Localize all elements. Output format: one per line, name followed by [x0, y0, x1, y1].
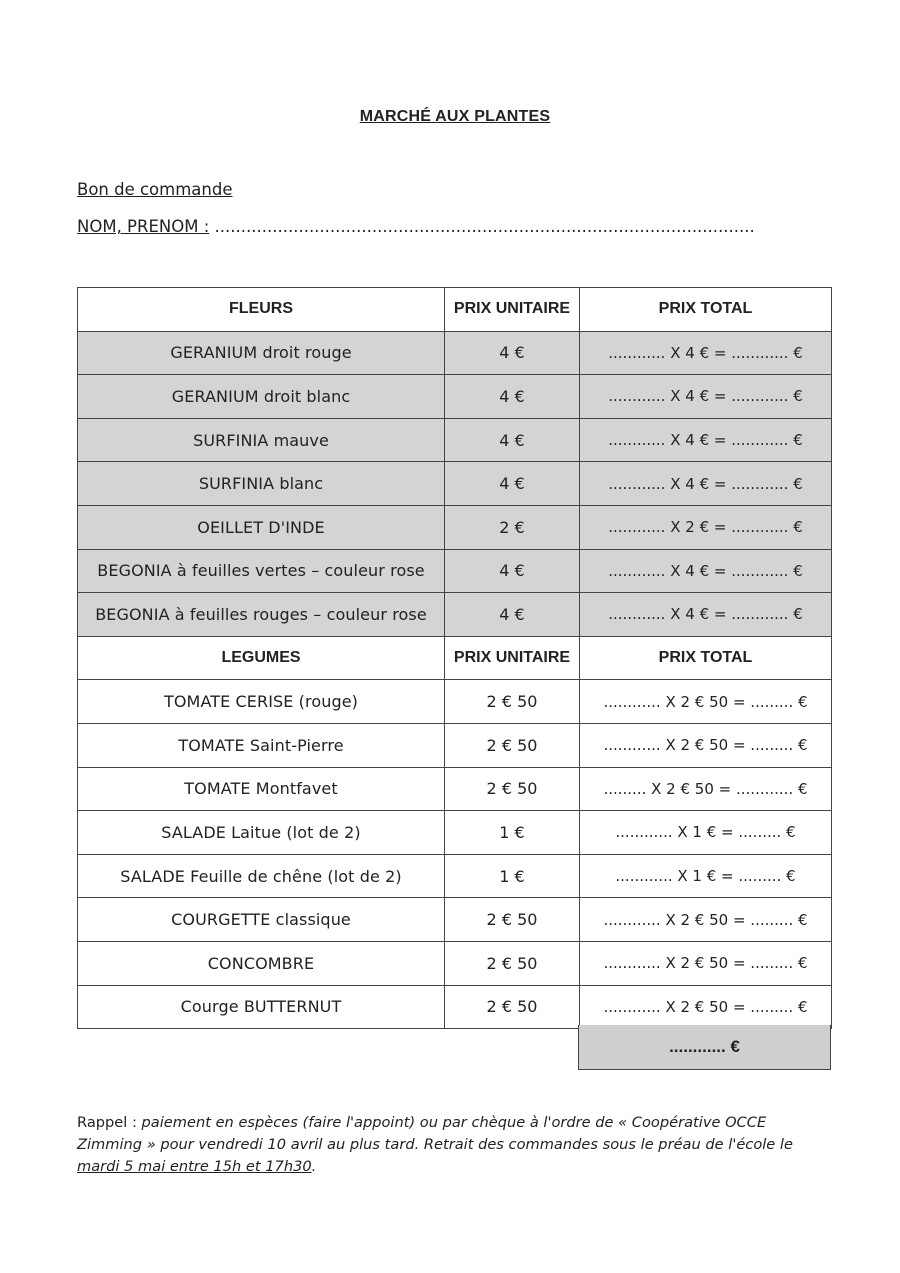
unit-price: 1 € — [445, 854, 580, 898]
total-price-field[interactable]: ............ X 4 € = ............ € — [580, 462, 832, 506]
total-price-field[interactable]: ............ X 2 € 50 = ......... € — [580, 985, 832, 1029]
table-row — [78, 898, 832, 942]
unit-price: 4 € — [445, 549, 580, 593]
total-price-field[interactable]: ............ X 4 € = ............ € — [580, 593, 832, 637]
name-field-dots[interactable]: ....................................................................................................... — [214, 217, 755, 236]
total-price-field[interactable]: ............ X 2 € 50 = ......... € — [580, 941, 832, 985]
fleurs-header-category: FLEURS — [78, 288, 445, 332]
unit-price: 2 € 50 — [445, 767, 580, 811]
product-name: OEILLET D'INDE — [78, 505, 445, 549]
total-price-field[interactable]: ............ X 4 € = ............ € — [580, 331, 832, 375]
product-name: SALADE Feuille de chêne (lot de 2) — [78, 854, 445, 898]
product-name: TOMATE CERISE (rouge) — [78, 680, 445, 724]
total-price-field[interactable]: ............ X 2 € 50 = ......... € — [580, 898, 832, 942]
legumes-header-row — [78, 636, 832, 680]
product-name: TOMATE Saint-Pierre — [78, 723, 445, 767]
total-price-field[interactable]: ............ X 4 € = ............ € — [580, 375, 832, 419]
product-name: TOMATE Montfavet — [78, 767, 445, 811]
total-price-field[interactable]: ............ X 4 € = ............ € — [580, 549, 832, 593]
product-name: GERANIUM droit blanc — [78, 375, 445, 419]
fleurs-header-row — [78, 288, 832, 332]
total-price-field[interactable]: ............ X 1 € = ......... € — [580, 854, 832, 898]
product-name: SURFINIA mauve — [78, 418, 445, 462]
total-price-field[interactable]: ............ X 4 € = ............ € — [580, 418, 832, 462]
unit-price: 2 € 50 — [445, 898, 580, 942]
unit-price: 2 € — [445, 505, 580, 549]
reminder-date: mardi 5 mai entre 15h et 17h30 — [77, 1158, 312, 1175]
fleurs-header-unit-price: PRIX UNITAIRE — [445, 288, 580, 332]
table-row — [78, 941, 832, 985]
table-row — [78, 331, 832, 375]
unit-price: 2 € 50 — [445, 723, 580, 767]
name-field[interactable] — [77, 217, 755, 236]
reminder-suffix: . — [311, 1158, 317, 1175]
table-row — [78, 593, 832, 637]
payment-reminder — [77, 1112, 827, 1178]
unit-price: 4 € — [445, 462, 580, 506]
table-row — [78, 767, 832, 811]
form-subtitle: Bon de commande — [77, 180, 233, 199]
unit-price: 2 € 50 — [445, 985, 580, 1029]
table-row — [78, 549, 832, 593]
table-row — [78, 680, 832, 724]
total-price-field[interactable]: ............ X 2 € = ............ € — [580, 505, 832, 549]
table-row — [78, 723, 832, 767]
product-name: Courge BUTTERNUT — [78, 985, 445, 1029]
product-name: BEGONIA à feuilles rouges – couleur rose — [78, 593, 445, 637]
reminder-body: paiement en espèces (faire l'appoint) ou par chèque à l'ordre de « Coopérative OCCE Zimming » pour vendredi 10 avril au plus tard. Retrait des commandes sous le préau de l'école le — [77, 1114, 793, 1153]
legumes-header-category: LEGUMES — [78, 636, 445, 680]
legumes-header-total-price: PRIX TOTAL — [580, 636, 832, 680]
product-name: SURFINIA blanc — [78, 462, 445, 506]
unit-price: 4 € — [445, 418, 580, 462]
table-row — [78, 811, 832, 855]
page-title: MARCHÉ AUX PLANTES — [359, 108, 551, 125]
table-row — [78, 854, 832, 898]
table-row — [78, 985, 832, 1029]
total-price-field[interactable]: ............ X 2 € 50 = ......... € — [580, 680, 832, 724]
unit-price: 1 € — [445, 811, 580, 855]
total-price-field[interactable]: ............ X 1 € = ......... € — [580, 811, 832, 855]
product-name: BEGONIA à feuilles vertes – couleur rose — [78, 549, 445, 593]
reminder-prefix: Rappel : — [77, 1114, 142, 1131]
legumes-header-unit-price: PRIX UNITAIRE — [445, 636, 580, 680]
table-row — [78, 418, 832, 462]
product-name: GERANIUM droit rouge — [78, 331, 445, 375]
product-name: CONCOMBRE — [78, 941, 445, 985]
unit-price: 4 € — [445, 375, 580, 419]
total-price-field[interactable]: ......... X 2 € 50 = ............ € — [580, 767, 832, 811]
name-field-label: NOM, PRENOM : — [77, 217, 210, 236]
unit-price: 4 € — [445, 593, 580, 637]
unit-price: 2 € 50 — [445, 941, 580, 985]
grand-total-cell[interactable]: ............ € — [578, 1025, 831, 1070]
table-row — [78, 505, 832, 549]
unit-price: 2 € 50 — [445, 680, 580, 724]
product-name: COURGETTE classique — [78, 898, 445, 942]
unit-price: 4 € — [445, 331, 580, 375]
order-table — [77, 287, 832, 1029]
table-row — [78, 462, 832, 506]
total-price-field[interactable]: ............ X 2 € 50 = ......... € — [580, 723, 832, 767]
table-row — [78, 375, 832, 419]
fleurs-header-total-price: PRIX TOTAL — [580, 288, 832, 332]
product-name: SALADE Laitue (lot de 2) — [78, 811, 445, 855]
